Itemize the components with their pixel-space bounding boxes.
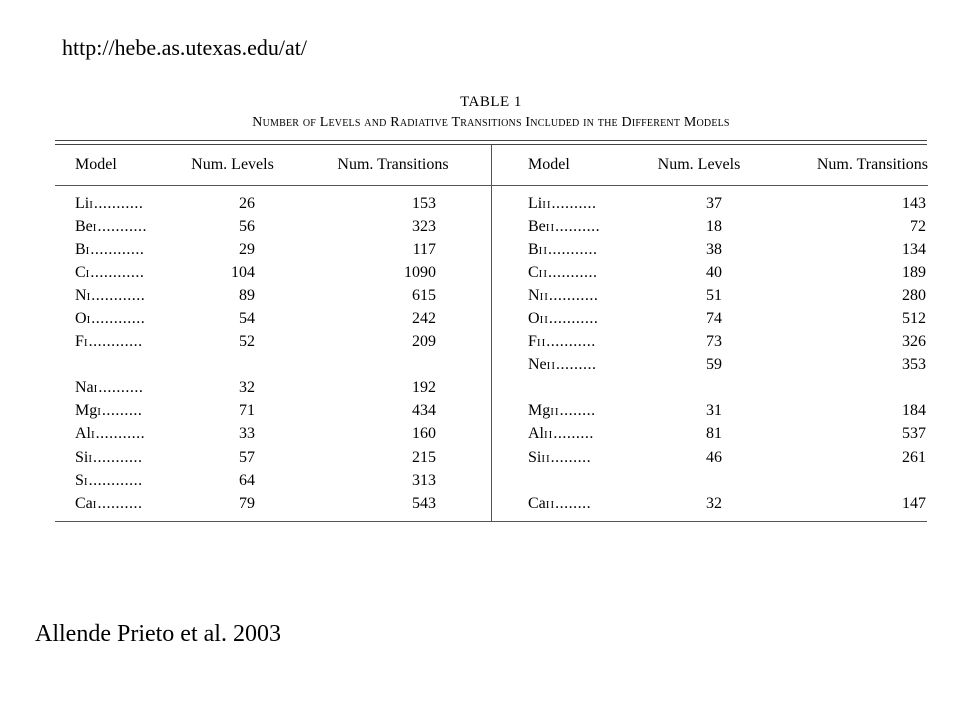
element-symbol: Be: [528, 217, 546, 235]
leader-dots: ..........: [551, 194, 597, 212]
leader-dots: ...........: [95, 425, 146, 443]
cell-model: [492, 356, 636, 374]
table-body: [55, 145, 927, 521]
table-row: [492, 354, 928, 377]
cell-levels: 73: [706, 333, 722, 351]
cell-transitions: 615: [412, 286, 436, 304]
cell-model: [492, 495, 636, 513]
table-row: [55, 446, 491, 469]
leader-dots: ............: [88, 471, 143, 489]
table-row: [492, 192, 928, 215]
cell-transitions: 209: [412, 333, 436, 351]
ionization-stage: II: [545, 498, 556, 511]
cell-model: [492, 449, 636, 467]
ionization-stage: II: [545, 221, 556, 234]
ionization-stage: I: [88, 452, 94, 465]
ionization-stage: I: [86, 314, 92, 327]
cell-model: [55, 195, 170, 213]
leader-dots: ...........: [93, 448, 143, 466]
cell-model: [55, 310, 170, 328]
element-symbol: N: [75, 286, 87, 304]
header-model: Model: [75, 156, 117, 173]
table-row: [55, 400, 491, 423]
cell-model: [55, 287, 170, 305]
cell-levels: 37: [706, 194, 722, 212]
leader-dots: ...........: [548, 310, 599, 328]
leader-dots: ............: [91, 286, 146, 304]
element-symbol: Ne: [528, 356, 547, 374]
cell-transitions: 147: [902, 494, 926, 512]
element-symbol: Si: [75, 448, 89, 466]
cell-transitions: 134: [902, 240, 926, 258]
ionization-stage: I: [85, 267, 91, 280]
cell-levels: 29: [239, 240, 255, 258]
cell-transitions: 323: [412, 217, 436, 235]
cell-levels: 51: [706, 286, 722, 304]
cell-levels: 32: [706, 494, 722, 512]
cell-model: [492, 218, 636, 236]
cell-model: [492, 333, 636, 351]
table-row: [492, 215, 928, 238]
header-transitions: Num. Transitions: [337, 156, 449, 173]
element-symbol: Be: [75, 217, 93, 235]
element-symbol: B: [75, 240, 86, 258]
table-row: [55, 261, 491, 284]
cell-transitions: 153: [412, 194, 436, 212]
cell-levels: 32: [239, 379, 255, 397]
leader-dots: .........: [553, 425, 594, 443]
table-row: [492, 238, 928, 261]
table-header-left: [55, 145, 491, 185]
element-symbol: Ca: [75, 494, 93, 512]
leader-dots: ...........: [548, 286, 599, 304]
cell-levels: 71: [239, 402, 255, 420]
element-symbol: C: [528, 263, 539, 281]
element-symbol: Mg: [528, 402, 551, 420]
cell-levels: 26: [239, 194, 255, 212]
table-row: [492, 331, 928, 354]
ionization-stage: II: [539, 290, 549, 303]
cell-model: [55, 402, 170, 420]
cell-transitions: 353: [902, 356, 926, 374]
leader-dots: ........: [559, 402, 596, 420]
cell-levels: 52: [239, 333, 255, 351]
cell-transitions: 242: [412, 310, 436, 328]
cell-model: [492, 241, 636, 259]
table-row: [55, 469, 491, 492]
table-caption: Number of Levels and Radiative Transitions Included in the Different Models: [252, 115, 730, 130]
cell-levels: 64: [239, 471, 255, 489]
table-row: [492, 261, 928, 284]
table-row: [492, 469, 928, 492]
ionization-stage: I: [83, 337, 89, 350]
ionization-stage: I: [89, 198, 94, 211]
leader-dots: ..........: [97, 494, 143, 512]
cell-transitions: 215: [412, 448, 436, 466]
cell-transitions: 280: [902, 286, 926, 304]
table-row: [492, 446, 928, 469]
cell-model: [55, 333, 170, 351]
ionization-stage: I: [83, 475, 89, 488]
table-rows-left: [55, 186, 491, 521]
element-symbol: F: [75, 333, 84, 351]
cell-model: [492, 310, 636, 328]
cell-model: [55, 264, 170, 282]
leader-dots: .........: [555, 356, 597, 374]
table-title: TABLE 1: [460, 94, 522, 110]
cell-transitions: 160: [412, 425, 436, 443]
cell-model: [492, 287, 636, 305]
table-row: [55, 307, 491, 330]
table-row: [492, 423, 928, 446]
ionization-stage: II: [539, 314, 549, 327]
ionization-stage: II: [550, 406, 560, 419]
ionization-stage: II: [541, 452, 551, 465]
ionization-stage: I: [91, 429, 96, 442]
cell-transitions: 117: [412, 240, 436, 258]
ionization-stage: II: [538, 267, 548, 280]
ionization-stage: II: [536, 337, 547, 350]
leader-dots: ...........: [93, 194, 144, 212]
cell-transitions: 72: [910, 217, 926, 235]
ionization-stage: I: [93, 383, 99, 396]
leader-dots: ..........: [555, 217, 601, 235]
element-symbol: Al: [75, 425, 91, 443]
element-symbol: Li: [528, 194, 543, 212]
cell-levels: 33: [239, 425, 255, 443]
ionization-stage: I: [92, 498, 98, 511]
cell-levels: 18: [706, 217, 722, 235]
table-row: [55, 238, 491, 261]
table-row: [492, 492, 928, 515]
element-symbol: Li: [75, 194, 90, 212]
ionization-stage: I: [85, 244, 91, 257]
leader-dots: ........: [555, 494, 592, 512]
element-symbol: Mg: [75, 402, 98, 420]
cell-model: [55, 241, 170, 259]
cell-levels: 104: [231, 263, 255, 281]
cell-model: [492, 402, 636, 420]
ionization-stage: I: [97, 406, 102, 419]
cell-transitions: 512: [902, 310, 926, 328]
table-rows-right: [492, 186, 928, 521]
table-header-right: [492, 145, 928, 185]
cell-levels: 59: [706, 356, 722, 374]
leader-dots: ............: [91, 310, 146, 328]
cell-model: [55, 472, 170, 490]
table-right-half: [492, 145, 928, 521]
header-model: Model: [528, 156, 570, 173]
cell-levels: 54: [239, 310, 255, 328]
cell-levels: 38: [706, 240, 722, 258]
leader-dots: ...........: [548, 263, 598, 281]
leader-dots: ............: [88, 333, 143, 351]
citation: Allende Prieto et al. 2003: [35, 621, 281, 647]
cell-transitions: 192: [412, 379, 436, 397]
cell-model: [55, 425, 170, 443]
cell-model: [492, 264, 636, 282]
table-row: [55, 492, 491, 515]
table-row: [492, 307, 928, 330]
cell-levels: 40: [706, 263, 722, 281]
levels-transitions-table: [55, 92, 927, 522]
ionization-stage: II: [542, 198, 552, 211]
cell-transitions: 189: [902, 263, 926, 281]
leader-dots: ............: [90, 240, 145, 258]
cell-levels: 31: [706, 402, 722, 420]
cell-model: [492, 425, 636, 443]
element-symbol: Na: [75, 379, 94, 397]
cell-transitions: 326: [902, 333, 926, 351]
cell-levels: 79: [239, 494, 255, 512]
table-row: [492, 400, 928, 423]
cell-transitions: 537: [902, 425, 926, 443]
header-transitions: Num. Transitions: [816, 156, 928, 173]
ionization-stage: I: [86, 290, 92, 303]
table-row: [55, 377, 491, 400]
cell-model: [55, 379, 170, 397]
ionization-stage: II: [544, 429, 554, 442]
leader-dots: ..........: [98, 379, 144, 397]
ionization-stage: II: [546, 360, 556, 373]
ionization-stage: I: [92, 221, 98, 234]
cell-transitions: 1090: [404, 263, 436, 281]
cell-levels: 56: [239, 217, 255, 235]
leader-dots: .........: [101, 402, 143, 420]
element-symbol: S: [75, 471, 84, 489]
cell-model: [55, 449, 170, 467]
element-symbol: N: [528, 286, 540, 304]
cell-transitions: 543: [412, 494, 436, 512]
leader-dots: ...........: [97, 217, 147, 235]
table-row: [492, 284, 928, 307]
ionization-stage: II: [538, 244, 548, 257]
table-row: [55, 284, 491, 307]
element-symbol: Ca: [528, 494, 546, 512]
element-symbol: Si: [528, 448, 542, 466]
cell-transitions: 143: [902, 194, 926, 212]
cell-levels: 74: [706, 310, 722, 328]
table-left-half: [55, 145, 492, 521]
cell-transitions: 434: [412, 402, 436, 420]
table-bottom-rule: [55, 521, 927, 522]
leader-dots: .........: [550, 448, 592, 466]
table-row: [55, 423, 491, 446]
table-row: [492, 377, 928, 400]
header-levels: Num. Levels: [191, 156, 274, 173]
cell-levels: 46: [706, 448, 722, 466]
table-row: [55, 331, 491, 354]
element-symbol: F: [528, 333, 537, 351]
cell-transitions: 261: [902, 448, 926, 466]
cell-model: [492, 195, 636, 213]
cell-transitions: 313: [412, 471, 436, 489]
element-symbol: C: [75, 263, 86, 281]
table-row: [55, 354, 491, 377]
cell-model: [55, 495, 170, 513]
cell-model: [55, 218, 170, 236]
source-url[interactable]: http://hebe.as.utexas.edu/at/: [62, 35, 307, 60]
cell-levels: 81: [706, 425, 722, 443]
leader-dots: ............: [90, 263, 145, 281]
cell-transitions: 184: [902, 402, 926, 420]
element-symbol: O: [528, 310, 540, 328]
element-symbol: O: [75, 310, 87, 328]
cell-levels: 57: [239, 448, 255, 466]
element-symbol: Al: [528, 425, 544, 443]
element-symbol: B: [528, 240, 539, 258]
table-row: [55, 215, 491, 238]
cell-levels: 89: [239, 286, 255, 304]
header-levels: Num. Levels: [657, 156, 741, 173]
leader-dots: ...........: [546, 333, 596, 351]
table-row: [55, 192, 491, 215]
leader-dots: ...........: [548, 240, 598, 258]
